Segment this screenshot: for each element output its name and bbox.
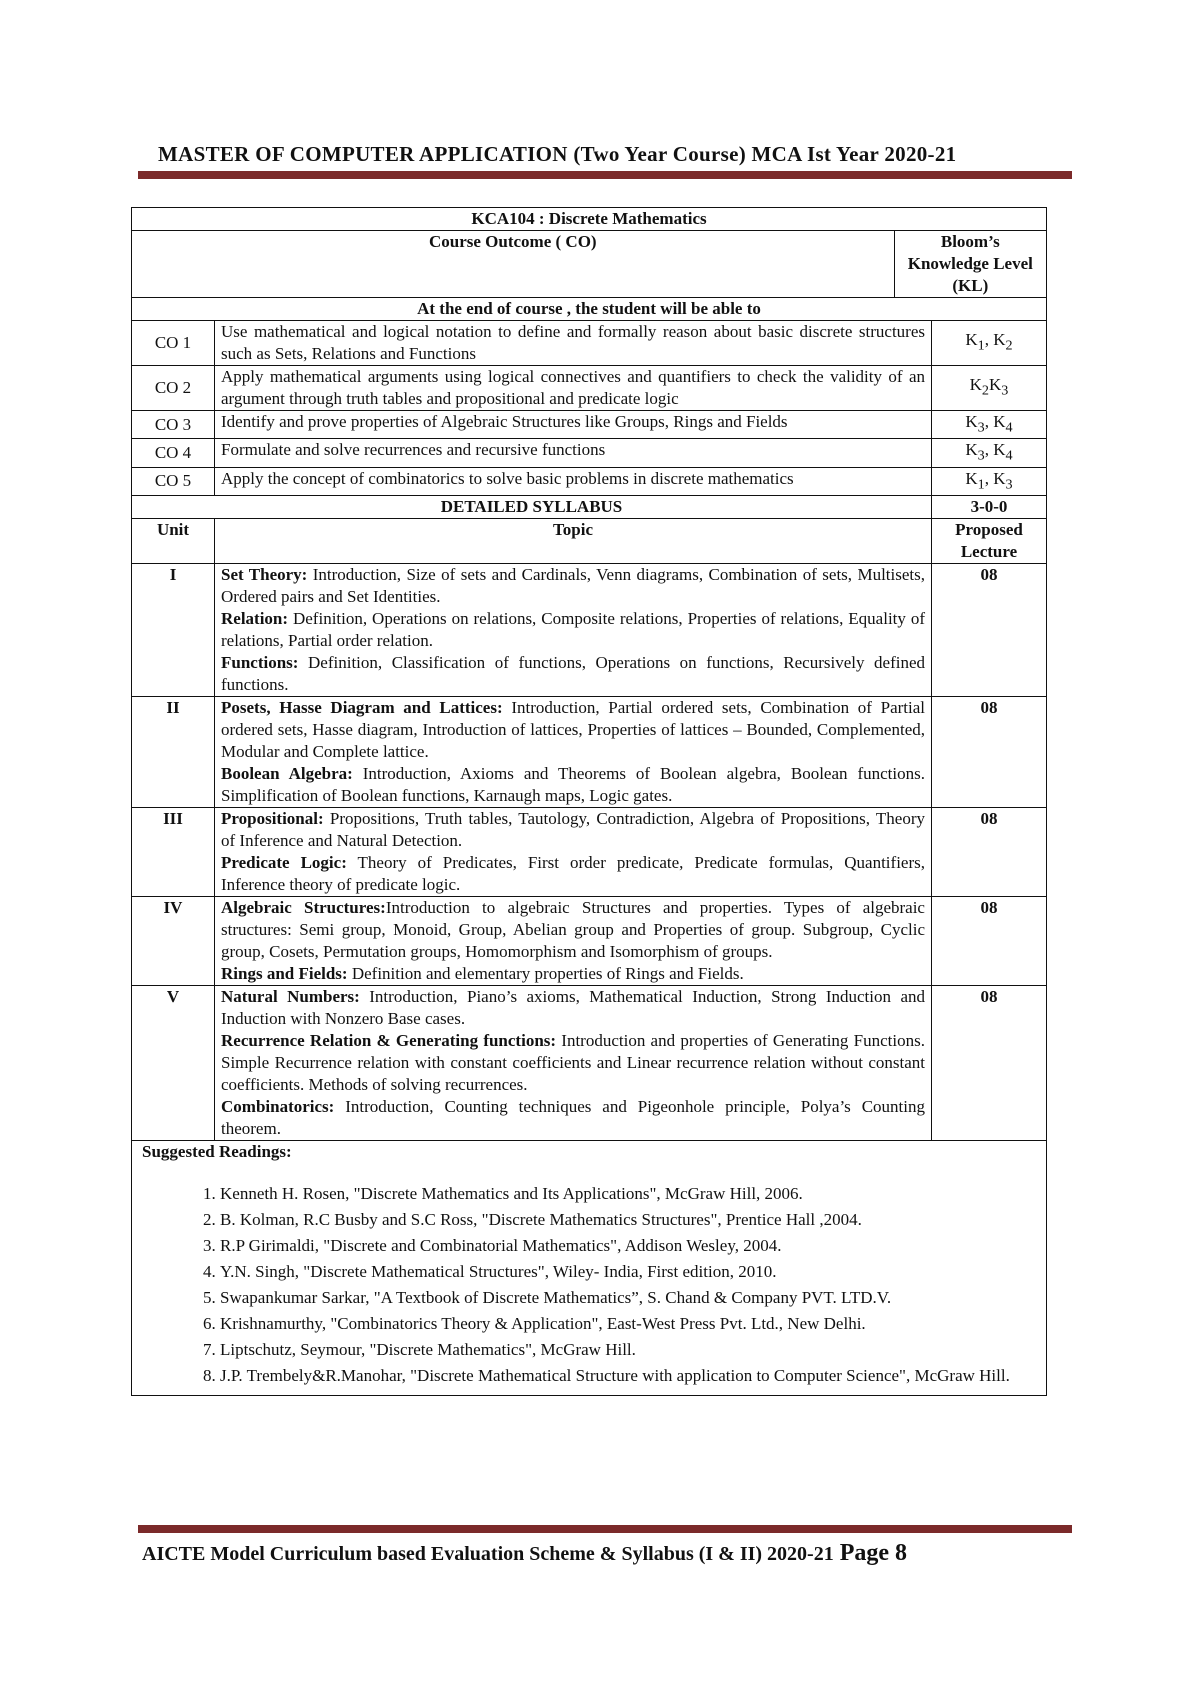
readings-row (132, 1141, 1047, 1396)
col-lecture-line1: Proposed (955, 520, 1023, 540)
credits: 3-0-0 (932, 496, 1047, 519)
col-lecture-line2: Lecture (960, 542, 1018, 562)
topic-paragraph (221, 564, 925, 608)
topic-text: Introduction to algebraic Structures and properties. Types of algebraic structures: Semi group, Monoid, Group, Abelian group and Properties of group. Subgroup, Cyclic group, Cosets, Permutation groups, Homomorphism and Isomorphism of groups. (221, 898, 925, 962)
topic-heading: Functions: (221, 653, 299, 673)
topic-text: Definition, Operations on relations, Composite relations, Properties of relations, Equality of relations, Partial order relation. (221, 609, 925, 651)
unit-row (132, 897, 1047, 986)
topic-heading: Propositional: (221, 809, 324, 829)
co-id: CO 3 (132, 411, 215, 439)
col-lecture (932, 519, 1047, 564)
kl-second: K (993, 330, 1006, 350)
reading-item: 4. Y.N. Singh, "Discrete Mathematical Structures", Wiley- India, First edition, 2010. (220, 1261, 1036, 1283)
topic-heading: Natural Numbers: (221, 987, 360, 1007)
topic-paragraph (221, 897, 925, 963)
topic-heading: Algebraic Structures: (221, 898, 386, 918)
topic-heading: Predicate Logic: (221, 853, 347, 873)
syllabus-columns-row (132, 519, 1047, 564)
footer-divider (138, 1525, 1072, 1533)
kl-second-sub: 4 (1005, 447, 1013, 464)
unit-lectures: 08 (932, 808, 1047, 897)
suggested-readings (132, 1141, 1047, 1396)
page-footer (142, 1540, 1072, 1567)
topic-text: Introduction and properties of Generating Functions. Simple Recurrence relation with constant coefficients and Linear recurrence relation without constant coefficients. Methods of solving recurrences. (221, 1031, 925, 1095)
unit-row (132, 986, 1047, 1141)
kl-first-sub: 2 (981, 382, 989, 399)
kl-first: K (969, 375, 982, 395)
unit-number: II (132, 697, 215, 808)
kl-second-sub: 3 (1001, 382, 1009, 399)
unit-topic (215, 564, 932, 697)
course-title-row (132, 208, 1047, 231)
kl-separator: , (984, 412, 994, 431)
topic-paragraph (221, 763, 925, 807)
co-text: Apply the concept of combinatorics to solve basic problems in discrete mathematics (215, 467, 932, 495)
unit-number: I (132, 564, 215, 697)
footer-title: AICTE Model Curriculum based Evaluation Scheme & Syllabus (I & II) 2020-21 (142, 1543, 834, 1565)
co-row (132, 439, 1047, 467)
kl-first: K (965, 468, 978, 488)
kl-second: K (993, 468, 1006, 488)
kl-first-sub: 3 (977, 419, 985, 436)
unit-lectures: 08 (932, 564, 1047, 697)
unit-lectures: 08 (932, 986, 1047, 1141)
kl-first: K (965, 440, 978, 460)
topic-paragraph (221, 963, 925, 985)
reading-item: 3. R.P Girimaldi, "Discrete and Combinatorial Mathematics", Addison Wesley, 2004. (220, 1235, 1036, 1257)
co-id: CO 1 (132, 321, 215, 366)
col-unit: Unit (132, 519, 215, 564)
co-kl (932, 321, 1047, 366)
unit-row (132, 697, 1047, 808)
unit-topic (215, 697, 932, 808)
co-id: CO 5 (132, 467, 215, 495)
kl-separator: , (984, 440, 994, 460)
unit-number: III (132, 808, 215, 897)
kl-second-sub: 3 (1005, 476, 1013, 493)
topic-paragraph (221, 1096, 925, 1140)
unit-lectures: 08 (932, 897, 1047, 986)
topic-paragraph (221, 652, 925, 696)
co-text: Use mathematical and logical notation to define and formally reason about basic discrete structures such as Sets, Relations and Functions (215, 321, 932, 366)
topic-text: Definition, Classification of functions, Operations on functions, Recursively defined functions. (221, 653, 925, 695)
unit-topic (215, 808, 932, 897)
topic-paragraph (221, 852, 925, 896)
readings-list (142, 1183, 1036, 1387)
topic-text: Introduction, Size of sets and Cardinals, Venn diagrams, Combination of sets, Multisets, Ordered pairs and Set Identities. (221, 565, 925, 607)
topic-text: Definition and elementary properties of Rings and Fields. (347, 964, 744, 984)
co-kl (932, 366, 1047, 411)
reading-item: 6. Krishnamurthy, "Combinatorics Theory & Application", East-West Press Pvt. Ltd., New Delhi. (220, 1313, 1036, 1335)
topic-heading: Relation: (221, 609, 289, 629)
page-number: Page 8 (839, 1540, 908, 1566)
kl-first-sub: 1 (977, 476, 985, 493)
topic-paragraph (221, 697, 925, 763)
kl-header: Bloom’s Knowledge Level (KL) (894, 231, 1046, 298)
kl-second: K (993, 440, 1006, 460)
kl-first-sub: 3 (977, 447, 985, 464)
topic-text: Introduction, Counting techniques and Pigeonhole principle, Polya’s Counting theorem. (221, 1097, 925, 1139)
topic-text: Introduction, Piano’s axioms, Mathematical Induction, Strong Induction and Induction with Nonzero Base cases. (221, 987, 925, 1029)
readings-title: Suggested Readings: (142, 1142, 292, 1162)
co-header: Course Outcome ( CO) (132, 231, 895, 298)
topic-heading: Posets, Hasse Diagram and Lattices: (221, 698, 503, 718)
page-header: MASTER OF COMPUTER APPLICATION (Two Year Course) MCA Ist Year 2020-21 (158, 142, 957, 166)
co-text: Identify and prove properties of Algebraic Structures like Groups, Rings and Fields (215, 411, 932, 439)
header-divider (138, 171, 1072, 179)
unit-number: IV (132, 897, 215, 986)
intro-row (132, 298, 1047, 321)
topic-paragraph (221, 808, 925, 852)
topic-text: Theory of Predicates, First order predicate, Predicate formulas, Quantifiers, Inference theory of predicate logic. (221, 853, 925, 895)
topic-text: Introduction, Partial ordered sets, Combination of Partial ordered sets, Hasse diagram, Introduction of lattices, Properties of lattices – Bounded, Complemented, Modular and Complete lattice. (221, 698, 925, 762)
topic-heading: Rings and Fields: (221, 964, 348, 984)
topic-paragraph (221, 608, 925, 652)
kl-second: K (993, 412, 1006, 431)
col-topic: Topic (215, 519, 932, 564)
unit-topic (215, 897, 932, 986)
unit-lectures: 08 (932, 697, 1047, 808)
co-header-row (132, 231, 1047, 298)
syllabus-units (132, 564, 1047, 1141)
co-row (132, 321, 1047, 366)
topic-paragraph (221, 1030, 925, 1096)
kl-separator: , (984, 330, 994, 350)
unit-row (132, 808, 1047, 897)
course-title: KCA104 : Discrete Mathematics (132, 208, 1047, 231)
course-intro: At the end of course , the student will be able to (132, 298, 1047, 321)
co-text: Apply mathematical arguments using logical connectives and quantifiers to check the validity of an argument through truth tables and propositional and predicate logic (215, 366, 932, 411)
reading-item: 5. Swapankumar Sarkar, "A Textbook of Discrete Mathematics”, S. Chand & Company PVT. LTD.V. (220, 1287, 1036, 1309)
reading-item: 7. Liptschutz, Seymour, "Discrete Mathematics", McGraw Hill. (220, 1339, 1036, 1361)
co-text: Formulate and solve recurrences and recursive functions (215, 439, 932, 467)
kl-first: K (965, 330, 978, 350)
topic-heading: Recurrence Relation & Generating functions: (221, 1031, 557, 1051)
reading-item: 2. B. Kolman, R.C Busby and S.C Ross, "Discrete Mathematics Structures", Prentice Hall ,2004. (220, 1209, 1036, 1231)
reading-item: 8. J.P. Trembely&R.Manohar, "Discrete Mathematical Structure with application to Computer Science", McGraw Hill. (220, 1365, 1036, 1387)
topic-paragraph (221, 986, 925, 1030)
co-row (132, 411, 1047, 439)
course-outcomes (132, 321, 1047, 496)
kl-second-sub: 2 (1005, 337, 1013, 354)
syllabus-table (131, 207, 1047, 1396)
co-id: CO 4 (132, 439, 215, 467)
syllabus-header-row (132, 496, 1047, 519)
kl-first: K (965, 412, 978, 431)
co-kl (932, 439, 1047, 467)
kl-first-sub: 1 (977, 337, 985, 354)
co-id: CO 2 (132, 366, 215, 411)
topic-text: Introduction, Axioms and Theorems of Boolean algebra, Boolean functions. Simplification of Boolean functions, Karnaugh maps, Logic gates. (221, 764, 925, 806)
unit-number: V (132, 986, 215, 1141)
co-row (132, 366, 1047, 411)
kl-second-sub: 4 (1005, 419, 1013, 436)
kl-separator: , (984, 468, 994, 488)
topic-heading: Combinatorics: (221, 1097, 335, 1117)
co-kl (932, 411, 1047, 439)
topic-text: Propositions, Truth tables, Tautology, Contradiction, Algebra of Propositions, Theory of Inference and Natural Detection. (221, 809, 925, 851)
topic-heading: Boolean Algebra: (221, 764, 353, 784)
reading-item: 1. Kenneth H. Rosen, "Discrete Mathematics and Its Applications", McGraw Hill, 2006. (220, 1183, 1036, 1205)
co-kl (932, 467, 1047, 495)
syllabus-header: DETAILED SYLLABUS (132, 496, 932, 519)
kl-second: K (989, 375, 1002, 395)
topic-heading: Set Theory: (221, 565, 308, 585)
co-row (132, 467, 1047, 495)
unit-row (132, 564, 1047, 697)
unit-topic (215, 986, 932, 1141)
